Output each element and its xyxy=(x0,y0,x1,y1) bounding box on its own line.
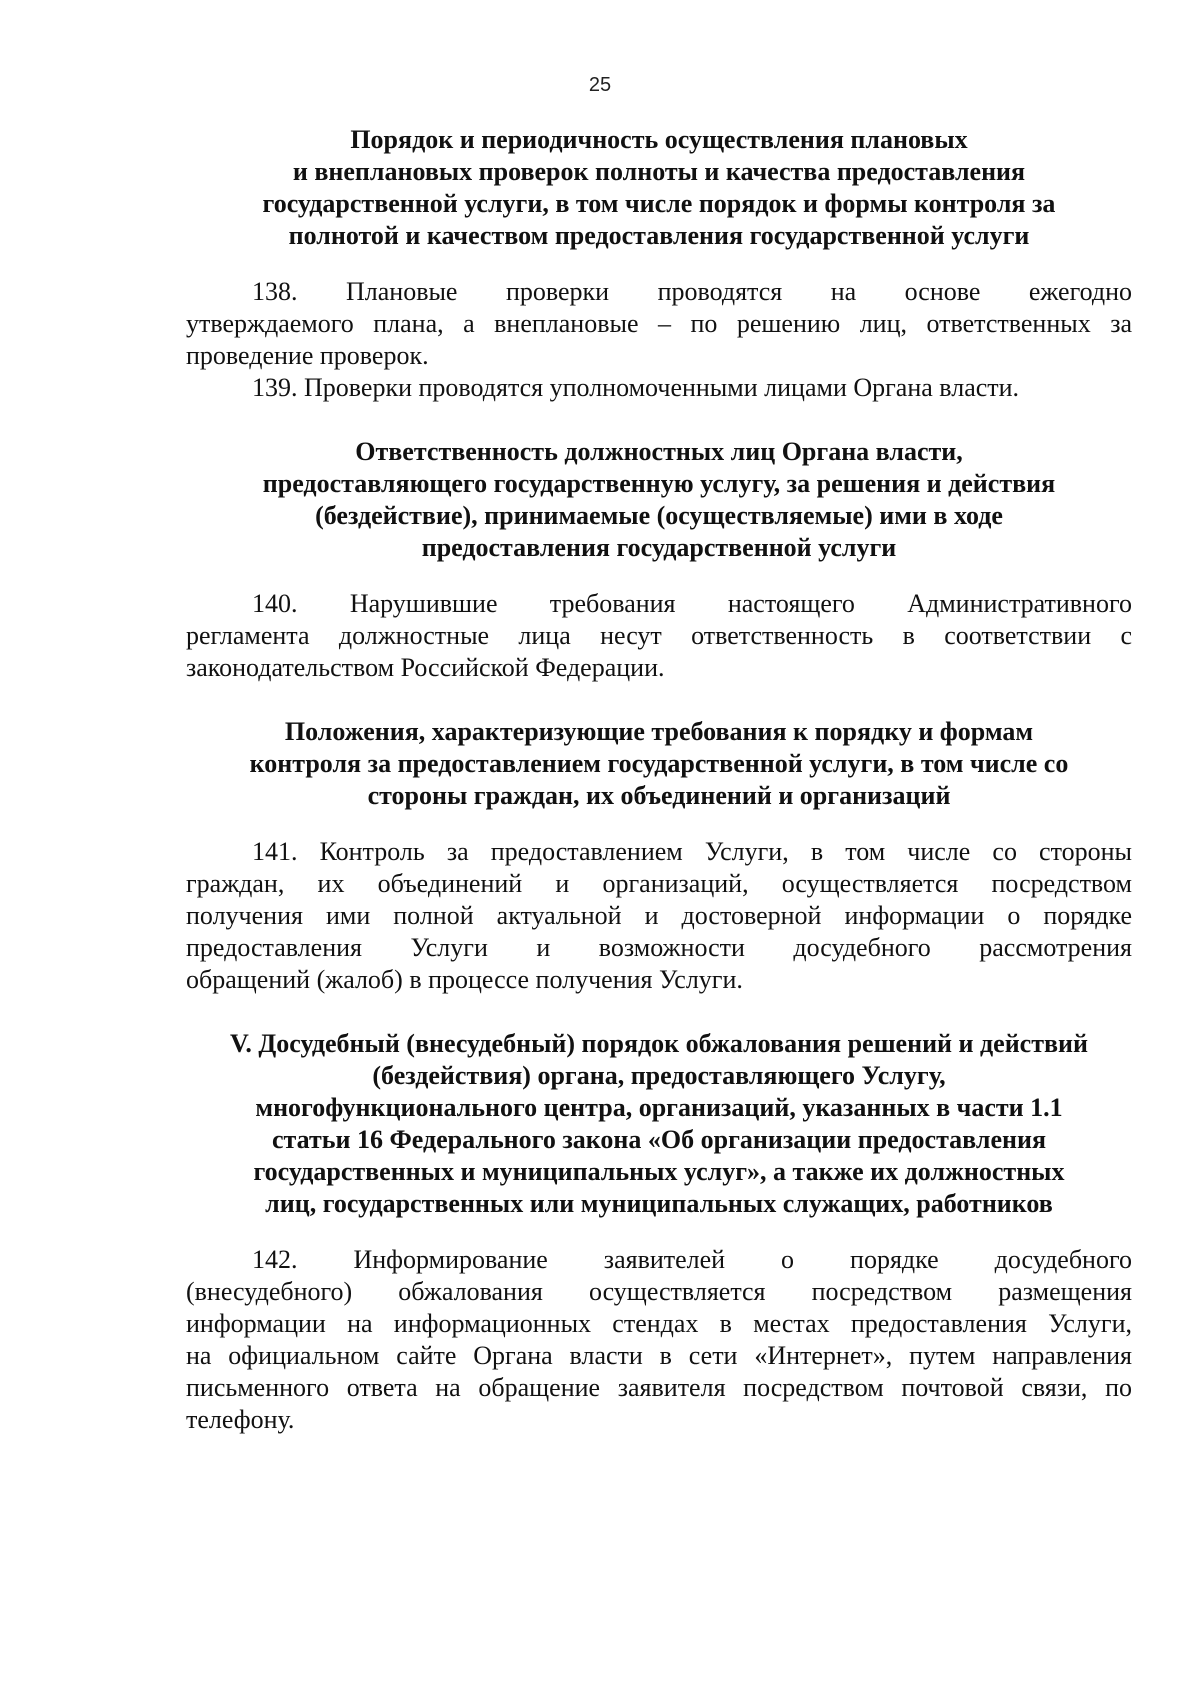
paragraph-line: 140. Нарушившие требования настоящего Административного xyxy=(252,589,1132,618)
page-number: 25 xyxy=(588,74,612,96)
paragraph-line: обращений (жалоб) в процессе получения Услуги. xyxy=(186,965,743,994)
heading-line: Ответственность должностных лиц Органа власти, xyxy=(355,437,963,466)
paragraph-138 xyxy=(186,276,1132,372)
paragraph-141 xyxy=(186,836,1132,996)
paragraph-line: граждан, их объединений и организаций, осуществляется посредством xyxy=(186,869,1132,898)
heading-line: стороны граждан, их объединений и организаций xyxy=(367,781,951,810)
heading-line: государственной услуги, в том числе порядок и формы контроля за xyxy=(262,189,1056,218)
heading-line: статьи 16 Федерального закона «Об организации предоставления xyxy=(271,1125,1047,1154)
paragraph-line: проведение проверок. xyxy=(186,341,429,370)
section-heading-appeal-procedure xyxy=(186,1028,1132,1220)
paragraph-line: на официальном сайте Органа власти в сети «Интернет», путем направления xyxy=(186,1341,1132,1370)
paragraph-line: информации на информационных стендах в местах предоставления Услуги, xyxy=(186,1309,1132,1338)
heading-line: (бездействия) органа, предоставляющего Услугу, xyxy=(372,1061,946,1090)
heading-line: предоставления государственной услуги xyxy=(421,533,897,562)
section-heading-control-requirements xyxy=(186,716,1132,812)
paragraph-140 xyxy=(186,588,1132,684)
heading-line: государственных и муниципальных услуг», а также их должностных xyxy=(253,1157,1065,1186)
paragraph-line: получения ими полной актуальной и достоверной информации о порядке xyxy=(186,901,1132,930)
paragraph-line: утверждаемого плана, а внеплановые – по решению лиц, ответственных за xyxy=(186,309,1132,338)
paragraph-139 xyxy=(186,372,1132,404)
heading-line: Порядок и периодичность осуществления плановых xyxy=(350,125,968,154)
heading-line: (бездействие), принимаемые (осуществляемые) ими в ходе xyxy=(315,501,1003,530)
paragraph-line: (внесудебного) обжалования осуществляется посредством размещения xyxy=(186,1277,1132,1306)
paragraph-line: предоставления Услуги и возможности досудебного рассмотрения xyxy=(186,933,1132,962)
heading-line: многофункционального центра, организаций, указанных в части 1.1 xyxy=(255,1093,1063,1122)
heading-line: полнотой и качеством предоставления государственной услуги xyxy=(288,221,1030,250)
heading-line: контроля за предоставлением государственной услуги, в том числе со xyxy=(249,749,1069,778)
paragraph-line: 138. Плановые проверки проводятся на основе ежегодно xyxy=(252,277,1132,306)
paragraph-line: регламента должностные лица несут ответственность в соответствии с xyxy=(186,621,1132,650)
paragraph-line: законодательством Российской Федерации. xyxy=(186,653,665,682)
section-heading-responsibility xyxy=(186,436,1132,564)
paragraph-line: 139. Проверки проводятся уполномоченными лицами Органа власти. xyxy=(252,373,1020,402)
heading-line: лиц, государственных или муниципальных служащих, работников xyxy=(265,1189,1053,1218)
heading-line: предоставляющего государственную услугу, за решения и действия xyxy=(262,469,1056,498)
heading-line: и внеплановых проверок полноты и качества предоставления xyxy=(292,157,1026,186)
paragraph-142 xyxy=(186,1244,1132,1436)
heading-line: V. Досудебный (внесудебный) порядок обжалования решений и действий xyxy=(229,1029,1088,1058)
document-body xyxy=(186,124,1132,1436)
heading-line: Положения, характеризующие требования к порядку и формам xyxy=(284,717,1034,746)
paragraph-line: телефону. xyxy=(186,1405,295,1434)
paragraph-line: 141. Контроль за предоставлением Услуги, в том числе со стороны xyxy=(252,837,1132,866)
section-heading-inspections xyxy=(186,124,1132,252)
paragraph-line: 142. Информирование заявителей о порядке досудебного xyxy=(252,1245,1132,1274)
paragraph-line: письменного ответа на обращение заявителя посредством почтовой связи, по xyxy=(186,1373,1132,1402)
